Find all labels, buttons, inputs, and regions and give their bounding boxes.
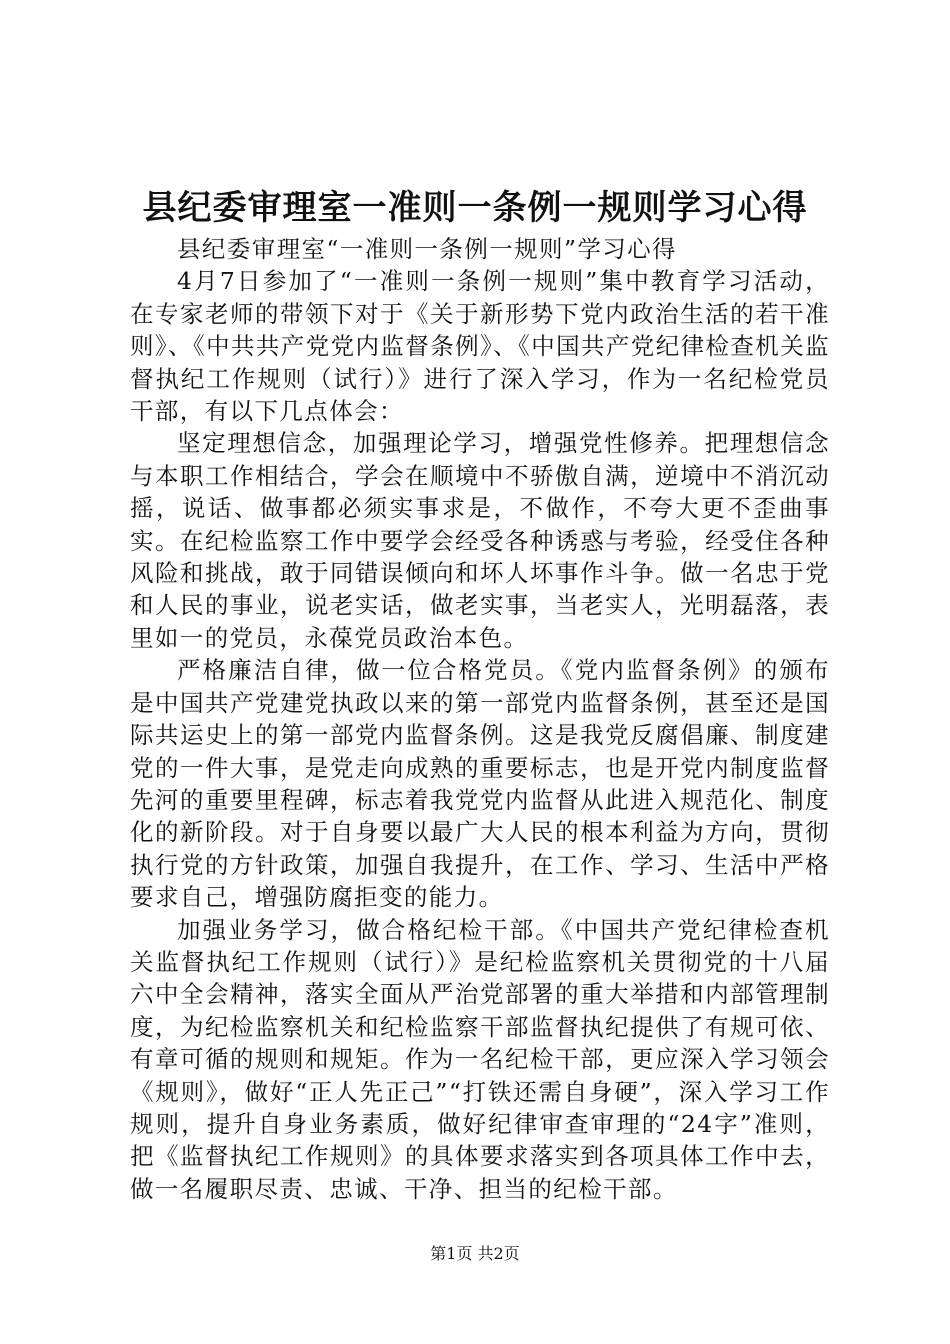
page-number-footer: 第1页 共2页 bbox=[430, 1244, 520, 1263]
paragraph-business-study: 加强业务学习，做合格纪检干部。《中国共产党纪律检查机关监督执纪工作规则（试行）》是纪检监察机关贯彻党的十八届六中全会精神，落实全面从严治党部署的重大举措和内部管理制度，为纪检监察机关和纪检监察干部监督执纪提供了有规可依、有章可循的规则和规矩。作为一名纪检干部，更应深入学习领会《规则》，做好“正人先正己”“打铁还需自身硬”，深入学习工作规则，提升自身业务素质，做好纪律审查审理的“24字”准则，把《监督执纪工作规则》的具体要求落实到各项具体工作中去，做一名履职尽责、忠诚、干净、担当的纪检干部。 bbox=[130, 915, 830, 1203]
paragraph-intro: 4月7日参加了“一准则一条例一规则”集中教育学习活动，在专家老师的带领下对于《关于新形势下党内政治生活的若干准则》、《中共共产党党内监督条例》、《中国共产党纪律检查机关监督执纪工作规则（试行）》进行了深入学习，作为一名纪检党员干部，有以下几点体会： bbox=[130, 267, 830, 426]
paragraph-integrity: 严格廉洁自律，做一位合格党员。《党内监督条例》的颁布是中国共产党建党执政以来的第一部党内监督条例，甚至还是国际共运史上的第一部党内监督条例。这是我党反腐倡廉、制度建党的一件大事，是党走向成熟的重要标志，也是开党内制度监督先河的重要里程碑，标志着我党党内监督从此进入规范化、制度化的新阶段。对于自身要以最广大人民的根本利益为方向，贯彻执行党的方针政策，加强自我提升，在工作、学习、生活中严格要求自己，增强防腐拒变的能力。 bbox=[130, 656, 830, 912]
paragraph-ideals: 坚定理想信念，加强理论学习，增强党性修养。把理想信念与本职工作相结合，学会在顺境中不骄傲自满，逆境中不消沉动摇，说话、做事都必须实事求是，不做作，不夸大更不歪曲事实。在纪检监察工作中要学会经受各种诱惑与考验，经受住各种风险和挑战，敢于同错误倾向和坏人坏事作斗争。做一名忠于党和人民的事业，说老实话，做老实事，当老实人，光明磊落，表里如一的党员，永葆党员政治本色。 bbox=[130, 429, 830, 652]
document-title: 县纪委审理室一准则一条例一规则学习心得 bbox=[142, 188, 808, 228]
paragraph-subtitle: 县纪委审理室“一准则一条例一规则”学习心得 bbox=[177, 235, 677, 263]
document-body bbox=[130, 233, 830, 1205]
